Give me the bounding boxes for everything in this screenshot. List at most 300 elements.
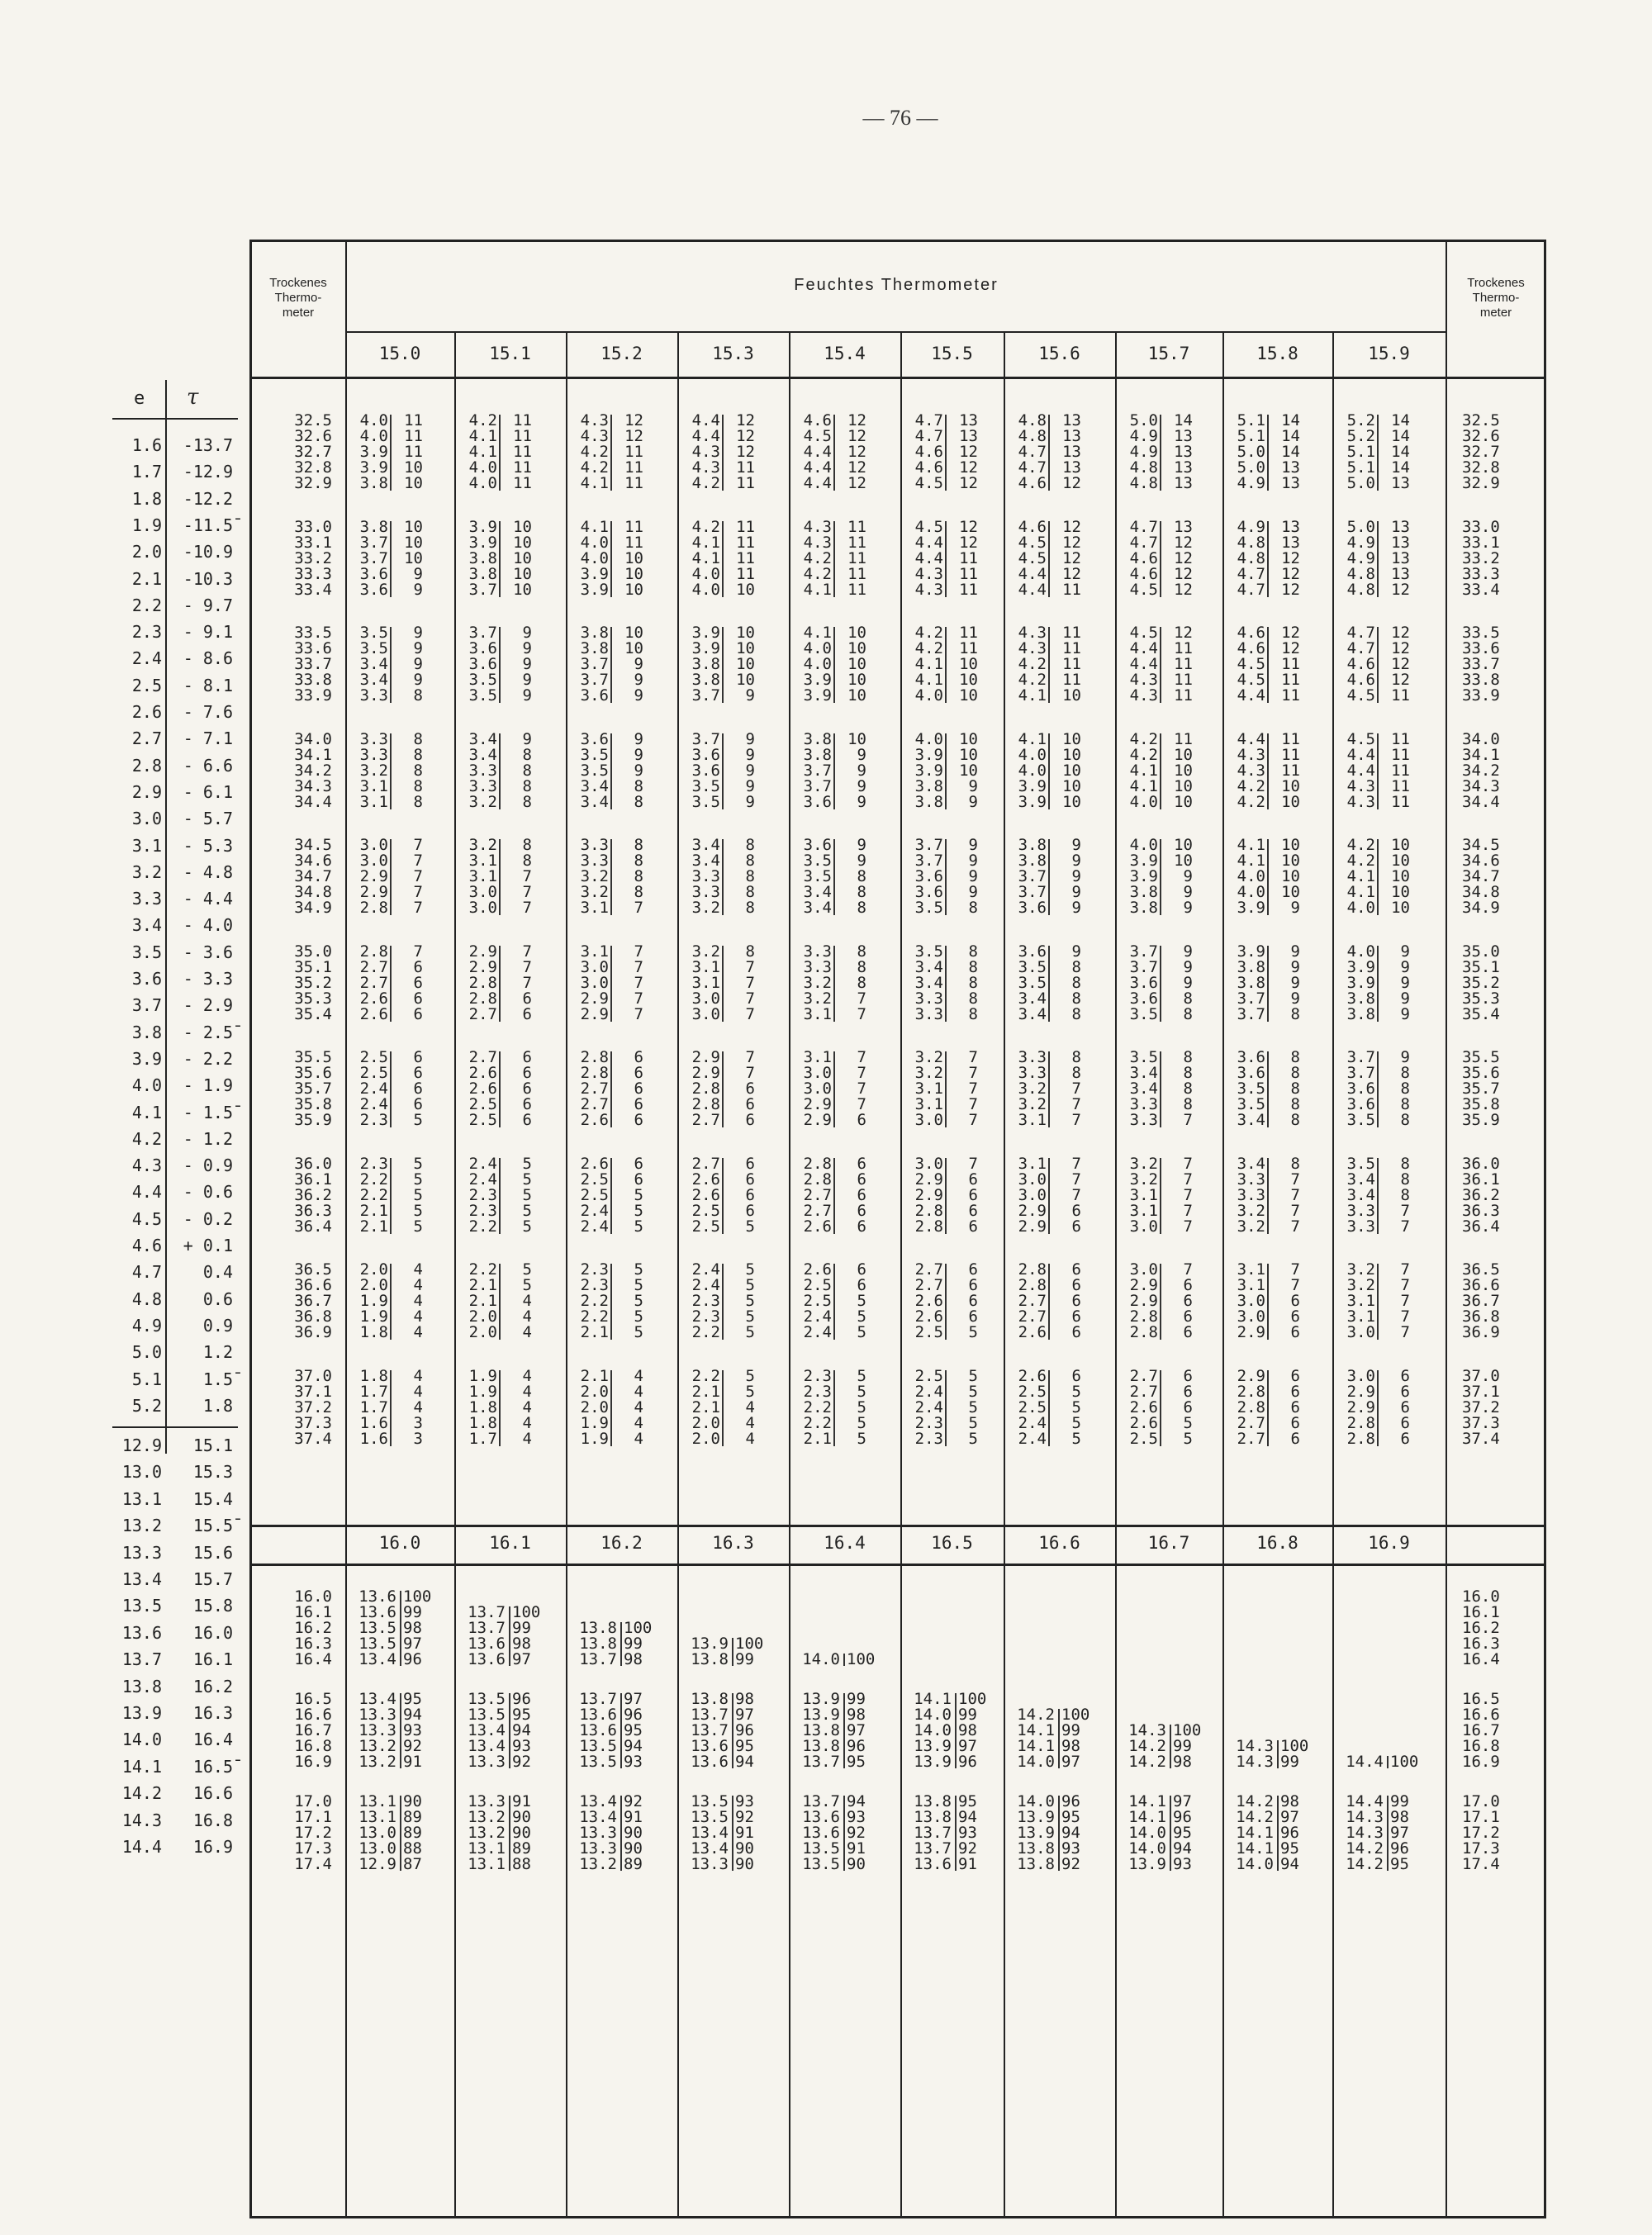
tau-value: 3.5 3.4 3.4 3.3 3.3 (1346, 1154, 1375, 1236)
tau-value: 2.8 2.7 2.7 2.6 2.6 (359, 942, 388, 1023)
side-e-value: 3.7 (131, 995, 162, 1016)
cell-separator (722, 627, 724, 703)
tau-value: 2.7 2.6 2.6 2.5 2.5 (691, 1154, 720, 1236)
humidity-value: 97 96 95 94 93 (624, 1690, 643, 1771)
cell-separator (955, 1693, 957, 1768)
tau-value: 3.0 2.9 2.9 2.8 2.8 (1346, 1366, 1375, 1448)
tau-value: 2.2 2.1 2.1 2.0 2.0 (691, 1366, 720, 1448)
cell-separator (1277, 1796, 1279, 1871)
cell-separator (1267, 1264, 1269, 1340)
humidity-value: 10 10 10 10 10 (513, 517, 532, 599)
cell-separator (945, 627, 947, 703)
dry-temp-right: 33.5 33.6 33.7 33.8 33.9 (1462, 624, 1500, 705)
humidity-value: 9 9 9 9 8 (1290, 942, 1300, 1023)
humidity-value: 10 10 9 9 9 (624, 624, 643, 705)
cell-separator (499, 1051, 501, 1127)
humidity-value: 11 11 11 11 11 (847, 517, 866, 599)
humidity-value: 6 6 6 6 6 (1071, 1260, 1081, 1341)
cell-separator (400, 1796, 401, 1871)
tau-value: 3.9 3.9 3.8 3.8 3.7 (468, 517, 497, 599)
cell-separator (1377, 1370, 1379, 1446)
cell-separator (390, 627, 392, 703)
humidity-value: 12 12 12 12 11 (1062, 517, 1081, 599)
humidity-value: 8 8 7 7 7 (1071, 1048, 1081, 1129)
tau-value: 5.0 4.9 4.9 4.8 4.8 (1129, 411, 1158, 492)
column-header-top: 15.9 (1368, 344, 1410, 363)
cell-separator (1160, 521, 1161, 597)
humidity-value: 97 96 95 94 93 (1173, 1792, 1192, 1873)
cell-separator (1048, 733, 1050, 809)
humidity-value: 6 6 6 6 5 (968, 1260, 978, 1341)
humidity-value: 6 6 6 6 6 (1400, 1366, 1410, 1448)
tau-value: 3.4 3.4 3.3 3.3 3.2 (691, 836, 720, 917)
column-header-bottom: 16.5 (931, 1533, 973, 1553)
side-tau-value: - 4.4 (183, 889, 233, 909)
tau-value: 14.2 14.2 14.1 14.1 14.0 (1236, 1792, 1274, 1873)
tau-value: 4.2 4.1 4.1 4.0 4.0 (468, 411, 497, 492)
dry-column-divider (1446, 377, 1447, 2218)
cell-separator (1267, 839, 1269, 915)
dry-temp-left: 16.5 16.6 16.7 16.8 16.9 (294, 1690, 332, 1771)
side-e-value: 14.1 (121, 1756, 162, 1777)
humidity-value: 7 7 7 7 7 (1400, 1260, 1410, 1341)
humidity-value: 5 5 5 5 5 (968, 1366, 978, 1448)
humidity-value: 13 13 12 12 12 (1281, 517, 1300, 599)
side-e-value: 5.0 (131, 1342, 162, 1363)
humidity-value: 6 6 6 6 5 (413, 1048, 423, 1129)
cell-separator (1058, 1709, 1060, 1768)
cell-separator (1377, 946, 1379, 1022)
humidity-value: 7 7 7 6 6 (1071, 1154, 1081, 1236)
cell-separator (1048, 1158, 1050, 1234)
side-tau-value: - 0.2 (183, 1208, 233, 1229)
side-tau-value: - 7.6 (183, 702, 233, 722)
column-header-top: 15.2 (601, 344, 643, 363)
dry-temp-right: 16.0 16.1 16.2 16.3 16.4 (1462, 1587, 1500, 1668)
dry-temp-left: 37.0 37.1 37.2 37.3 37.4 (294, 1366, 332, 1448)
humidity-value: 6 6 5 5 5 (634, 1154, 643, 1236)
dry-temp-right: 32.5 32.6 32.7 32.8 32.9 (1462, 411, 1500, 492)
side-tau-value: 15.1 (192, 1435, 233, 1455)
cell-separator (732, 1638, 733, 1666)
tau-value: 4.3 4.3 4.2 4.2 4.1 (803, 517, 832, 599)
tau-value: 3.2 3.2 3.1 3.1 3.0 (1129, 1154, 1158, 1236)
tau-value: 13.8 13.8 13.7 (579, 1619, 617, 1668)
cell-separator (945, 1370, 947, 1446)
humidity-value: 100 99 98 97 (512, 1603, 541, 1668)
dry-temp-left: 35.0 35.1 35.2 35.3 35.4 (294, 942, 332, 1023)
dry-temp-left: 17.0 17.1 17.2 17.3 17.4 (294, 1792, 332, 1873)
cell-separator (722, 1370, 724, 1446)
humidity-value: 7 7 7 7 7 (968, 1048, 978, 1129)
dry-temp-right: 17.0 17.1 17.2 17.3 17.4 (1462, 1792, 1500, 1873)
side-e-value: 1.7 (131, 462, 162, 482)
tau-value: 4.1 4.0 4.0 3.9 3.9 (803, 624, 832, 705)
cell-separator (400, 1591, 401, 1666)
side-tau-value: - 2.2 (183, 1048, 233, 1069)
side-e-value: 4.4 (131, 1182, 162, 1203)
tau-value: 4.0 3.9 3.9 3.8 3.8 (1129, 836, 1158, 917)
tau-value: 2.4 2.4 2.3 2.3 2.2 (691, 1260, 720, 1341)
cell-separator (1160, 1264, 1161, 1340)
cell-separator (509, 1606, 510, 1666)
side-tau-value: 16.8 (192, 1810, 233, 1830)
cell-separator (499, 1264, 501, 1340)
tau-value: 3.4 3.4 3.3 3.3 3.2 (468, 729, 497, 811)
humidity-value: 100 99 98 97 (1061, 1706, 1090, 1771)
tau-value: 14.1 14.0 14.0 13.9 13.9 (914, 1690, 952, 1771)
side-tau-value: - 4.8 (183, 861, 233, 882)
tau-value: 3.8 3.7 3.7 3.6 3.6 (359, 517, 388, 599)
cell-separator (732, 1693, 733, 1768)
side-e-value: 13.4 (121, 1569, 162, 1589)
tau-value: 4.3 4.3 4.2 4.2 4.1 (580, 411, 609, 492)
humidity-value: 5 5 4 4 4 (522, 1260, 532, 1341)
side-tau-value: - 1.2 (183, 1128, 233, 1149)
cell-separator (1377, 627, 1379, 703)
cell-separator (833, 415, 835, 491)
tau-value: 4.0 3.9 3.9 3.8 3.8 (914, 729, 943, 811)
side-e-value: 12.9 (121, 1435, 162, 1455)
humidity-value: 8 7 7 7 7 (1290, 1154, 1300, 1236)
tau-value: 3.6 3.5 3.5 3.4 3.4 (803, 836, 832, 917)
cell-separator (833, 1370, 835, 1446)
cell-separator (945, 521, 947, 597)
humidity-value: 6 6 5 5 5 (857, 1260, 866, 1341)
column-header-top: 15.6 (1038, 344, 1080, 363)
side-e-value: 4.7 (131, 1262, 162, 1283)
column-divider (1332, 331, 1334, 2218)
humidity-value: 96 95 94 93 92 (1061, 1792, 1080, 1873)
humidity-value: 100 99 (1280, 1737, 1309, 1771)
page-number: — 76 — (862, 106, 938, 130)
humidity-value: 12 12 11 11 11 (1281, 624, 1300, 705)
humidity-value: 9 9 9 8 8 (634, 729, 643, 811)
humidity-value: 13 13 13 13 12 (1391, 517, 1410, 599)
side-e-value: 4.5 (131, 1208, 162, 1229)
humidity-value: 4 4 4 4 4 (634, 1366, 643, 1448)
humidity-value: 14 14 14 13 13 (1281, 411, 1300, 492)
cell-separator (722, 946, 724, 1022)
cell-separator (610, 946, 612, 1022)
cell-separator (509, 1796, 510, 1871)
cell-separator (1160, 839, 1161, 915)
tau-value: 4.5 4.4 4.4 4.3 4.3 (1346, 729, 1375, 811)
humidity-value: 5 5 4 4 4 (745, 1366, 755, 1448)
humidity-value: 12 12 12 12 12 (847, 411, 866, 492)
side-tau-value: 16.3 (192, 1703, 233, 1723)
cell-separator (722, 415, 724, 491)
tau-value: 2.5 2.4 2.4 2.3 2.3 (914, 1366, 943, 1448)
side-e-value: 13.2 (121, 1516, 162, 1536)
side-tau-value: - 0.9 (183, 1155, 233, 1176)
humidity-value: 8 8 8 8 7 (634, 836, 643, 917)
cell-separator (390, 1051, 392, 1127)
column-divider (566, 331, 567, 2218)
humidity-value: 100 99 (735, 1635, 764, 1668)
tau-value: 4.1 4.1 4.0 4.0 3.9 (1237, 836, 1265, 917)
cell-separator (1377, 415, 1379, 491)
tau-value: 3.6 3.6 3.5 3.5 3.4 (1237, 1048, 1265, 1129)
humidity-value: 8 8 8 7 7 (857, 942, 866, 1023)
tau-value: 4.7 4.7 4.6 4.6 4.5 (914, 411, 943, 492)
tau-value: 4.6 4.5 4.5 4.4 4.4 (1018, 517, 1047, 599)
humidity-value: 100 99 98 97 96 (403, 1587, 432, 1668)
cell-separator (390, 415, 392, 491)
humidity-value: 94 93 92 91 90 (847, 1792, 866, 1873)
cell-separator (1387, 1796, 1389, 1871)
humidity-value: 99 98 97 96 95 (847, 1690, 866, 1771)
humidity-value: 7 7 7 7 7 (413, 836, 423, 917)
dry-temp-left: 16.0 16.1 16.2 16.3 16.4 (294, 1587, 332, 1668)
tau-value: 14.1 14.1 14.0 14.0 13.9 (1128, 1792, 1166, 1873)
tau-value: 4.7 4.7 4.6 4.6 4.5 (1129, 517, 1158, 599)
cell-separator (833, 946, 835, 1022)
cell-separator (1267, 946, 1269, 1022)
side-e-value: 2.9 (131, 781, 162, 802)
humidity-value: 92 91 90 90 89 (624, 1792, 643, 1873)
humidity-value: 98 97 96 95 94 (735, 1690, 754, 1771)
cell-separator (390, 733, 392, 809)
tau-value: 13.7 13.7 13.6 13.6 (468, 1603, 506, 1668)
tau-value: 14.4 14.3 14.3 14.2 14.2 (1346, 1792, 1384, 1873)
dry-temp-right: 34.5 34.6 34.7 34.8 34.9 (1462, 836, 1500, 917)
side-e-value: 3.8 (131, 1022, 162, 1042)
side-e-value: 13.7 (121, 1649, 162, 1670)
cell-separator (833, 521, 835, 597)
side-tau-value: - 8.1 (183, 675, 233, 695)
side-e-value: 2.0 (131, 542, 162, 562)
tau-value: 3.7 3.7 3.6 3.6 3.5 (914, 836, 943, 917)
dry-temp-right: 36.0 36.1 36.2 36.3 36.4 (1462, 1154, 1500, 1236)
side-e-value: 13.1 (121, 1488, 162, 1509)
tau-value: 13.1 13.1 13.0 13.0 12.9 (358, 1792, 396, 1873)
header-divider-right (1446, 240, 1447, 377)
side-tau-value: 15.7 (192, 1569, 233, 1589)
humidity-value: 9 8 8 8 8 (1071, 942, 1081, 1023)
tau-value: 14.0 13.9 13.9 13.8 13.8 (1017, 1792, 1055, 1873)
cell-separator (1048, 1264, 1050, 1340)
humidity-value: 6 6 6 6 6 (1290, 1366, 1300, 1448)
cell-separator (390, 521, 392, 597)
side-e-value: 3.3 (131, 889, 162, 909)
side-divider (165, 380, 167, 1454)
column-divider (1115, 331, 1117, 2218)
column-header-bottom: 16.4 (824, 1533, 866, 1553)
column-header-top: 15.8 (1256, 344, 1298, 363)
tau-value: 13.9 13.8 (691, 1635, 729, 1668)
tau-value: 3.1 3.1 3.0 3.0 2.9 (1237, 1260, 1265, 1341)
dry-column-divider (345, 377, 347, 2218)
cell-separator (732, 1796, 733, 1871)
cell-separator (833, 1051, 835, 1127)
tau-value: 3.9 3.8 3.8 3.7 3.7 (1237, 942, 1265, 1023)
side-header-rule (112, 418, 238, 420)
cell-separator (833, 627, 835, 703)
cell-separator (945, 1051, 947, 1127)
dry-temp-left: 33.5 33.6 33.7 33.8 33.9 (294, 624, 332, 705)
side-tau-value: - 3.6 (183, 942, 233, 962)
tau-value: 2.9 2.9 2.8 2.8 2.7 (691, 1048, 720, 1129)
column-header-bottom: 16.8 (1256, 1533, 1298, 1553)
cell-separator (610, 627, 612, 703)
side-tau-value: 0.4 (202, 1262, 233, 1283)
cell-separator (499, 627, 501, 703)
side-e-value: 14.0 (121, 1730, 162, 1750)
tau-value: 4.1 4.0 4.0 3.9 3.9 (1018, 729, 1047, 811)
tau-value: 2.3 2.2 2.2 2.1 2.1 (359, 1154, 388, 1236)
side-tau-value: 16.1 (192, 1649, 233, 1670)
humidity-value: 11 11 11 10 10 (404, 411, 423, 492)
humidity-value: 91 90 90 89 88 (512, 1792, 531, 1873)
side-tau-value: 16.2 (192, 1676, 233, 1696)
cell-separator (610, 1370, 612, 1446)
tau-value: 13.7 13.6 13.6 13.5 13.5 (579, 1690, 617, 1771)
column-header-bottom: 16.6 (1038, 1533, 1080, 1553)
tau-value: 2.7 2.7 2.6 2.6 2.5 (1129, 1366, 1158, 1448)
side-e-value: 13.6 (121, 1622, 162, 1643)
cell-separator (1048, 1370, 1050, 1446)
cell-separator (1267, 1051, 1269, 1127)
humidity-value: 9 8 8 8 8 (1400, 1048, 1410, 1129)
side-e-value: 4.0 (131, 1075, 162, 1096)
side-e-value: 1.6 (131, 435, 162, 455)
humidity-value: 93 92 91 90 90 (735, 1792, 754, 1873)
side-e-value: 4.6 (131, 1236, 162, 1255)
cell-separator (1160, 1051, 1161, 1127)
tau-value: 4.3 4.3 4.2 4.2 4.1 (1018, 624, 1047, 705)
side-tau-value: - 5.3 (183, 835, 233, 856)
tau-value: 3.9 3.9 3.8 3.8 3.7 (691, 624, 720, 705)
humidity-value: 12 11 11 11 11 (1174, 624, 1193, 705)
cell-separator (1267, 627, 1269, 703)
tau-value: 4.2 4.2 4.1 4.1 4.0 (914, 624, 943, 705)
tau-value: 2.8 2.8 2.7 2.7 2.6 (1018, 1260, 1047, 1341)
humidity-value: 9 9 9 8 8 (1183, 942, 1193, 1023)
column-header-top: 15.5 (931, 344, 973, 363)
humidity-value: 8 8 8 8 7 (1183, 1048, 1193, 1129)
side-tau-value: - 9.1 (183, 622, 233, 643)
humidity-value: 100 (847, 1650, 876, 1668)
humidity-value: 14 14 14 14 13 (1391, 411, 1410, 492)
tau-value: 2.1 2.0 2.0 1.9 1.9 (580, 1366, 609, 1448)
humidity-value: 9 9 8 8 8 (857, 836, 866, 917)
humidity-value: 8 7 7 7 7 (745, 942, 755, 1023)
side-header-tau: τ (187, 385, 199, 410)
cell-separator (400, 1693, 401, 1768)
side-e-value: 4.3 (131, 1155, 162, 1176)
tau-value: 4.7 4.7 4.6 4.6 4.5 (1346, 624, 1375, 705)
tau-value: 13.6 13.6 13.5 13.5 13.4 (358, 1587, 396, 1668)
tau-value: 3.2 3.2 3.1 3.1 3.0 (1346, 1260, 1375, 1341)
tau-value: 2.3 2.3 2.2 2.2 2.1 (803, 1366, 832, 1448)
cell-separator (1048, 627, 1050, 703)
column-header-bottom: 16.0 (378, 1533, 421, 1553)
humidity-value: 7 6 6 6 6 (1183, 1260, 1193, 1341)
humidity-value: 9 9 9 9 8 (968, 836, 978, 917)
side-tau-value: - 3.3 (183, 969, 233, 989)
tau-value: 3.5 3.4 3.4 3.3 3.3 (1129, 1048, 1158, 1129)
tau-value: 3.0 3.0 2.9 2.9 2.8 (359, 836, 388, 917)
column-divider (677, 331, 679, 2218)
side-tau-value: 15.8 (192, 1596, 233, 1616)
humidity-value: 13 13 12 12 12 (959, 411, 978, 492)
humidity-value: 9 9 9 9 9 (745, 729, 755, 811)
cell-separator (1377, 733, 1379, 809)
tau-value: 4.0 3.9 3.9 3.8 3.8 (1346, 942, 1375, 1023)
cell-separator (499, 1370, 501, 1446)
tau-value: 4.2 4.2 4.1 4.1 4.0 (1129, 729, 1158, 811)
side-tau-value: 1.8 (202, 1395, 233, 1416)
side-e-value: 3.1 (131, 835, 162, 856)
cell-separator (1267, 733, 1269, 809)
tau-value: 5.0 4.9 4.9 4.8 4.8 (1346, 517, 1375, 599)
humidity-value: 11 11 11 11 11 (1391, 729, 1410, 811)
humidity-value: 5 5 5 5 5 (745, 1260, 755, 1341)
cell-separator (390, 1264, 392, 1340)
humidity-value: 95 94 93 92 91 (958, 1792, 977, 1873)
tau-value: 13.5 13.5 13.4 13.4 13.3 (691, 1792, 729, 1873)
side-e-value: 13.9 (121, 1703, 162, 1723)
cell-separator (390, 1158, 392, 1234)
cell-separator (945, 1158, 947, 1234)
tau-value: 4.2 4.1 4.1 4.0 4.0 (691, 517, 720, 599)
tau-value: 13.9 13.9 13.8 13.8 13.7 (802, 1690, 840, 1771)
side-tau-value: 16.9 (192, 1837, 233, 1857)
tau-value: 3.4 3.3 3.3 3.2 3.2 (1237, 1154, 1265, 1236)
humidity-value: 11 10 10 10 10 (1174, 729, 1193, 811)
cell-separator (620, 1622, 622, 1666)
column-header-bottom: 16.3 (712, 1533, 754, 1553)
side-tau-value: - 6.1 (183, 781, 233, 802)
humidity-value: 8 8 8 8 8 (413, 729, 423, 811)
side-e-value: 5.1 (131, 1369, 162, 1389)
side-e-value: 3.4 (131, 915, 162, 936)
humidity-value: 7 7 7 7 6 (857, 1048, 866, 1129)
cell-separator (1377, 521, 1379, 597)
cell-separator (955, 1796, 957, 1871)
humidity-value: 7 7 6 6 6 (1290, 1260, 1300, 1341)
side-tau-value: - 1.9 (183, 1075, 233, 1096)
cell-separator (843, 1654, 845, 1666)
tau-value: 3.2 3.2 3.1 3.1 3.0 (914, 1048, 943, 1129)
side-tau-value: 15.3 (192, 1462, 233, 1483)
humidity-value: 13 12 12 12 12 (1174, 517, 1193, 599)
tau-value: 3.3 3.3 3.2 3.2 3.1 (803, 942, 832, 1023)
cell-separator (1267, 521, 1269, 597)
tau-value: 2.3 2.3 2.2 2.2 2.1 (580, 1260, 609, 1341)
cell-separator (833, 1158, 835, 1234)
dry-temp-right: 35.5 35.6 35.7 35.8 35.9 (1462, 1048, 1500, 1129)
cell-separator (390, 839, 392, 915)
humidity-value: 11 11 11 11 11 (513, 411, 532, 492)
humidity-value: 12 12 12 11 11 (736, 411, 755, 492)
side-e-value: 3.0 (131, 809, 162, 829)
side-e-value: 4.1 (131, 1102, 162, 1122)
cell-separator (833, 733, 835, 809)
tau-value: 13.4 13.4 13.3 13.3 13.2 (579, 1792, 617, 1873)
tau-value: 4.0 4.0 3.9 3.9 3.8 (359, 411, 388, 492)
cell-separator (610, 1051, 612, 1127)
humidity-value: 10 10 9 9 9 (1174, 836, 1193, 917)
side-e-value: 3.2 (131, 861, 162, 882)
tau-value: 3.1 3.0 3.0 2.9 2.9 (1018, 1154, 1047, 1236)
cell-separator (843, 1796, 845, 1871)
cell-separator (1160, 1158, 1161, 1234)
cell-separator (843, 1693, 845, 1768)
tau-value: 1.9 1.9 1.8 1.8 1.7 (468, 1366, 497, 1448)
cell-separator (1048, 1051, 1050, 1127)
